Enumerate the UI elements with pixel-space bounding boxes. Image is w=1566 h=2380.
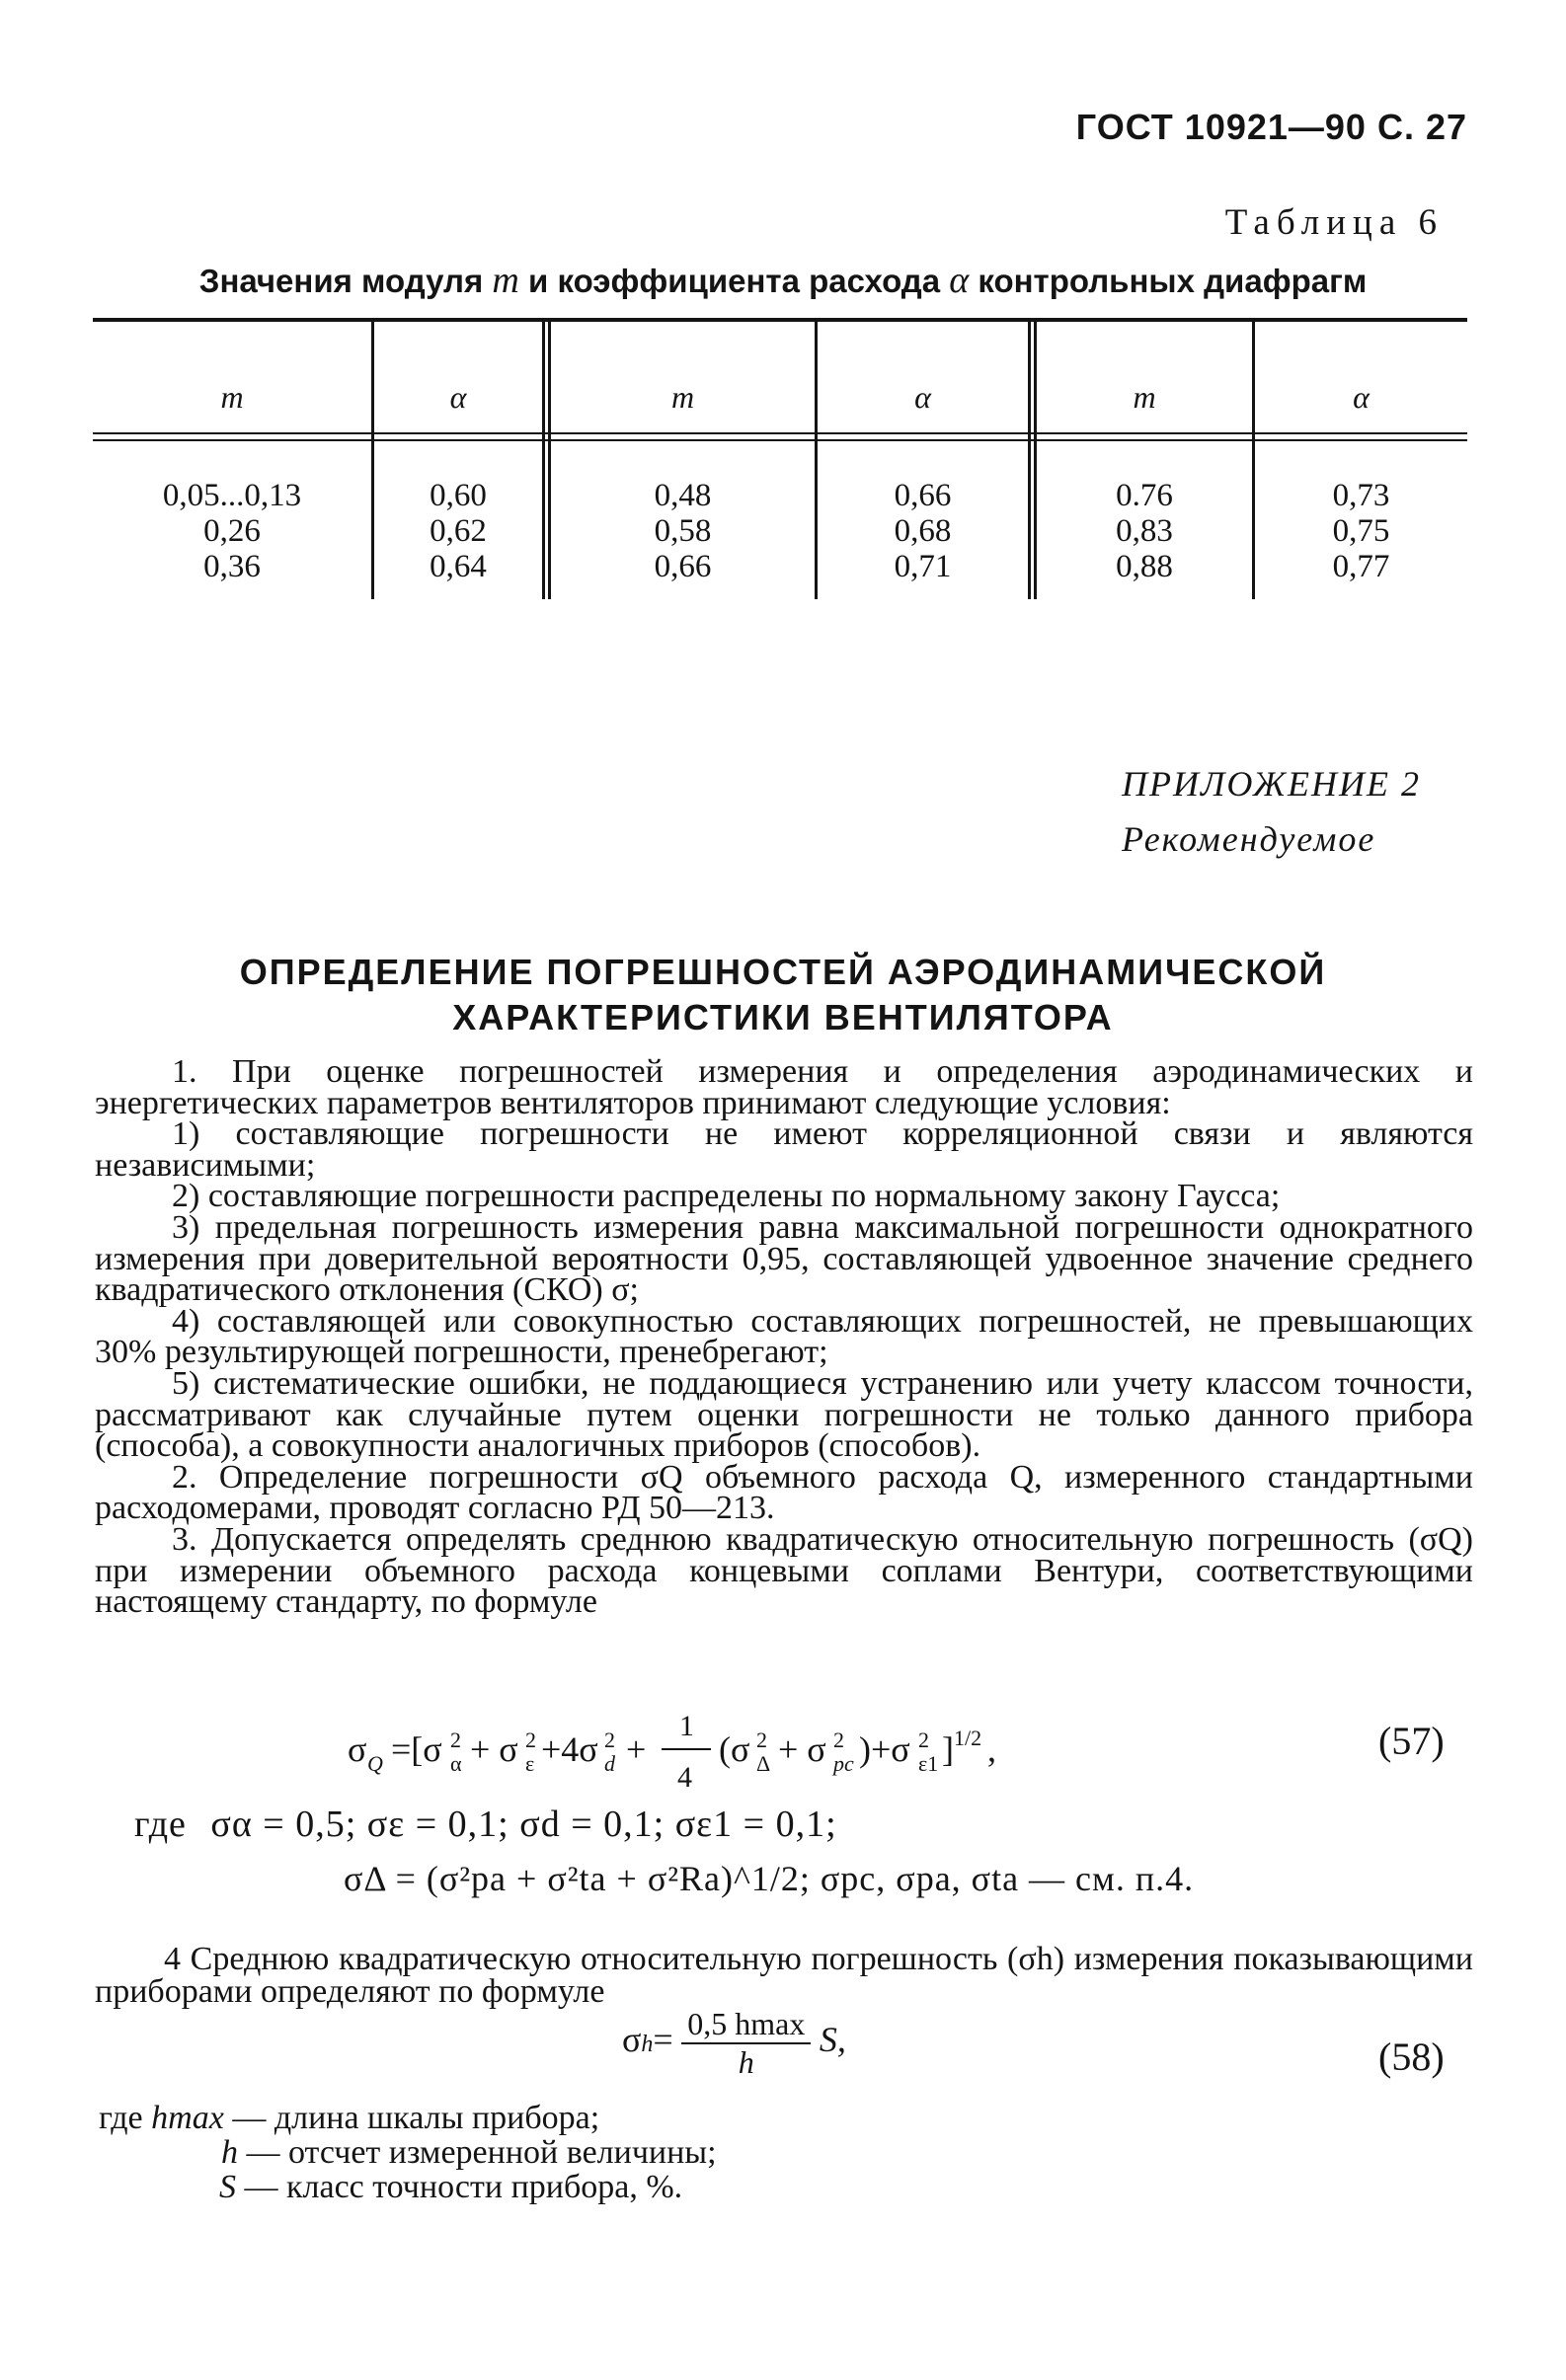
section-heading-line1: ОПРЕДЕЛЕНИЕ ПОГРЕШНОСТЕЙ АЭРОДИНАМИЧЕСКОЙ xyxy=(239,952,1327,992)
where-description: — класс точности прибора, %. xyxy=(244,2169,683,2205)
body-text xyxy=(95,1053,1473,1621)
table-cell: 0,64 xyxy=(430,549,487,584)
table-header-m: m xyxy=(1133,379,1156,415)
section-heading xyxy=(0,950,1566,1040)
equation-57-formula xyxy=(348,1706,1157,1797)
sigma-delta-line: σΔ = (σ²pa + σ²ta + σ²Ra)^1/2; σpc, σpa, σta — см. п.4. xyxy=(344,1859,1195,1898)
paragraph-4 xyxy=(95,1943,1473,2008)
table-cell: 0,71 xyxy=(894,549,952,584)
svg-text:ε: ε xyxy=(525,1751,535,1776)
table-cell: 0,66 xyxy=(654,549,712,584)
table-cell: 0.76 xyxy=(1116,478,1173,513)
table-header-alpha: α xyxy=(914,379,931,415)
where-description: — отсчет измеренной величины; xyxy=(246,2134,717,2171)
table-cell: 0,77 xyxy=(1332,549,1390,584)
section-heading-line2: ХАРАКТЕРИСТИКИ ВЕНТИЛЯТОРА xyxy=(452,997,1114,1037)
table-cell: 0,73 xyxy=(1332,478,1390,513)
condition-2: 2) составляющие погрешности распределены по нормальному закону Гаусса; xyxy=(172,1178,1281,1215)
table-column xyxy=(1037,478,1252,584)
table-header-alpha: α xyxy=(1353,379,1370,415)
table-column xyxy=(1255,478,1467,584)
svg-text:2: 2 xyxy=(756,1727,767,1752)
svg-text:4: 4 xyxy=(677,1761,692,1794)
table-cell: 0,36 xyxy=(203,549,261,584)
svg-text:+: + xyxy=(626,1729,647,1769)
where-item xyxy=(99,2170,717,2204)
paragraph-4-text: 4 Среднюю квадратическую относительную погрешность (σh) измерения показывающими приборами определяют по формуле xyxy=(95,1941,1473,2010)
table-cell: 0,60 xyxy=(430,478,487,513)
svg-text:2: 2 xyxy=(918,1727,929,1752)
table-title-part1: Значения модуля xyxy=(198,263,484,299)
table-cell: 0,48 xyxy=(654,478,712,513)
table-header-m: m xyxy=(670,379,695,415)
condition-4: 4) составляющей или совокупностью составляющих погрешностей, не превышающих 30% результирующей погрешности, пренебрегают; xyxy=(95,1302,1473,1371)
paragraph-3: 3. Допускается определять среднюю квадратическую относительную погрешность (σQ) при измерении объемного расхода концевыми соплами Вентури, соответствующими настоящему стандарту, по формуле xyxy=(95,1520,1473,1621)
table-title-part2: и коэффициента расхода xyxy=(528,263,941,299)
equation-58-where-list xyxy=(99,2101,717,2204)
svg-text:]: ] xyxy=(942,1729,954,1769)
column-divider-double xyxy=(542,318,551,599)
table-title xyxy=(0,259,1566,302)
equation-58-fraction xyxy=(681,2006,811,2081)
condition-5: 5) систематические ошибки, не поддающиеся устранению или учету классом точности, рассматривают как случайные путем оценки погрешности не только данного прибора (способа), а совокупности аналогичных приборов (способов). xyxy=(95,1364,1473,1465)
condition-1: 1) составляющие погрешности не имеют корреляционной связи и являются независимыми; xyxy=(95,1115,1473,1184)
table-title-part3: контрольных диафрагм xyxy=(978,263,1368,299)
table-column xyxy=(374,478,542,584)
equation-58-numerator: 0,5 hmax xyxy=(681,2006,811,2044)
condition-3: 3) предельная погрешность измерения равна максимальной погрешности однократного измерения при доверительной вероятности 0,95, составляющей удвоенное значение среднего квадратического отклонения (СКО) σ; xyxy=(95,1208,1473,1309)
table-cell: 0,83 xyxy=(1116,513,1173,549)
where-symbol: hmax xyxy=(151,2100,224,2136)
equation-58-denominator: h xyxy=(738,2044,754,2080)
svg-text:+4σ: +4σ xyxy=(541,1729,598,1769)
equation-58 xyxy=(622,2006,846,2081)
equation-58-number: (58) xyxy=(1378,2035,1445,2079)
svg-text:2: 2 xyxy=(604,1727,615,1752)
svg-text:=[σ: =[σ xyxy=(391,1729,442,1769)
equation-58-tail: S, xyxy=(819,2019,846,2059)
svg-text:+ σ: + σ xyxy=(778,1729,826,1769)
where-symbol: S xyxy=(219,2169,236,2205)
appendix-label xyxy=(1122,756,1421,867)
where-description: — длина шкалы прибора; xyxy=(232,2100,600,2136)
svg-text:ε1: ε1 xyxy=(918,1751,939,1776)
svg-text:d: d xyxy=(604,1751,615,1776)
table-header-rule-1 xyxy=(93,432,1467,434)
table-column xyxy=(93,478,371,584)
svg-text:(σ: (σ xyxy=(719,1729,750,1769)
table-header-rule-2 xyxy=(93,439,1467,441)
svg-text:1: 1 xyxy=(679,1710,694,1742)
svg-text:+ σ: + σ xyxy=(470,1729,518,1769)
where-symbol: h xyxy=(221,2134,238,2171)
appendix-status: Рекомендуемое xyxy=(1122,819,1376,859)
table-column xyxy=(818,478,1028,584)
table-cell: 0,05...0,13 xyxy=(162,478,302,513)
where-item: где hmax — длина шкалы прибора; xyxy=(99,2100,600,2136)
table-title-symbol-m: m xyxy=(492,260,519,301)
where-word: где xyxy=(134,1804,187,1845)
svg-text:1/2: 1/2 xyxy=(954,1726,982,1750)
table-cell: 0,26 xyxy=(203,513,261,549)
svg-text:2: 2 xyxy=(450,1727,461,1752)
svg-text:2: 2 xyxy=(525,1727,536,1752)
table-top-rule xyxy=(93,318,1467,322)
svg-text:Δ: Δ xyxy=(756,1751,771,1776)
appendix-number: ПРИЛОЖЕНИЕ 2 xyxy=(1122,764,1421,804)
table-cell: 0,68 xyxy=(894,513,952,549)
equation-57-where xyxy=(134,1803,837,1846)
table-caption: Таблица 6 xyxy=(1224,202,1444,243)
sigma-values: σα = 0,5; σε = 0,1; σd = 0,1; σε1 = 0,1; xyxy=(210,1804,837,1845)
svg-text:pc: pc xyxy=(833,1751,854,1776)
table-cell: 0,75 xyxy=(1332,513,1390,549)
paragraph-1: 1. При оценке погрешностей измерения и определения аэродинамических и энергетических параметров вентиляторов принимают следующие условия: xyxy=(95,1053,1473,1121)
table-header-alpha: α xyxy=(449,379,467,415)
table-header-m: m xyxy=(220,379,244,415)
svg-text:Q: Q xyxy=(367,1751,383,1776)
table-cell: 0,62 xyxy=(430,513,487,549)
table-cell: 0,66 xyxy=(894,478,952,513)
sigma-h: σh= xyxy=(622,2019,673,2059)
table-cell: 0,88 xyxy=(1116,549,1173,584)
where-item xyxy=(99,2135,717,2170)
svg-text:)+σ: )+σ xyxy=(859,1729,910,1769)
table-title-symbol-alpha: α xyxy=(949,260,970,301)
svg-text:α: α xyxy=(450,1751,462,1776)
svg-text:2: 2 xyxy=(833,1727,844,1752)
svg-text:,: , xyxy=(987,1729,996,1769)
svg-text:σ: σ xyxy=(348,1729,367,1769)
running-head: ГОСТ 10921—90 С. 27 xyxy=(1075,107,1467,147)
table-column xyxy=(551,478,815,584)
table-cell: 0,58 xyxy=(654,513,712,549)
equation-57-number: (57) xyxy=(1378,1719,1445,1763)
equation-57 xyxy=(348,1706,1157,1805)
column-divider-double xyxy=(1028,318,1037,599)
paragraph-2: 2. Определение погрешности σQ объемного расхода Q, измеренного стандартными расходомерами, проводят согласно РД 50—213. xyxy=(95,1458,1473,1527)
